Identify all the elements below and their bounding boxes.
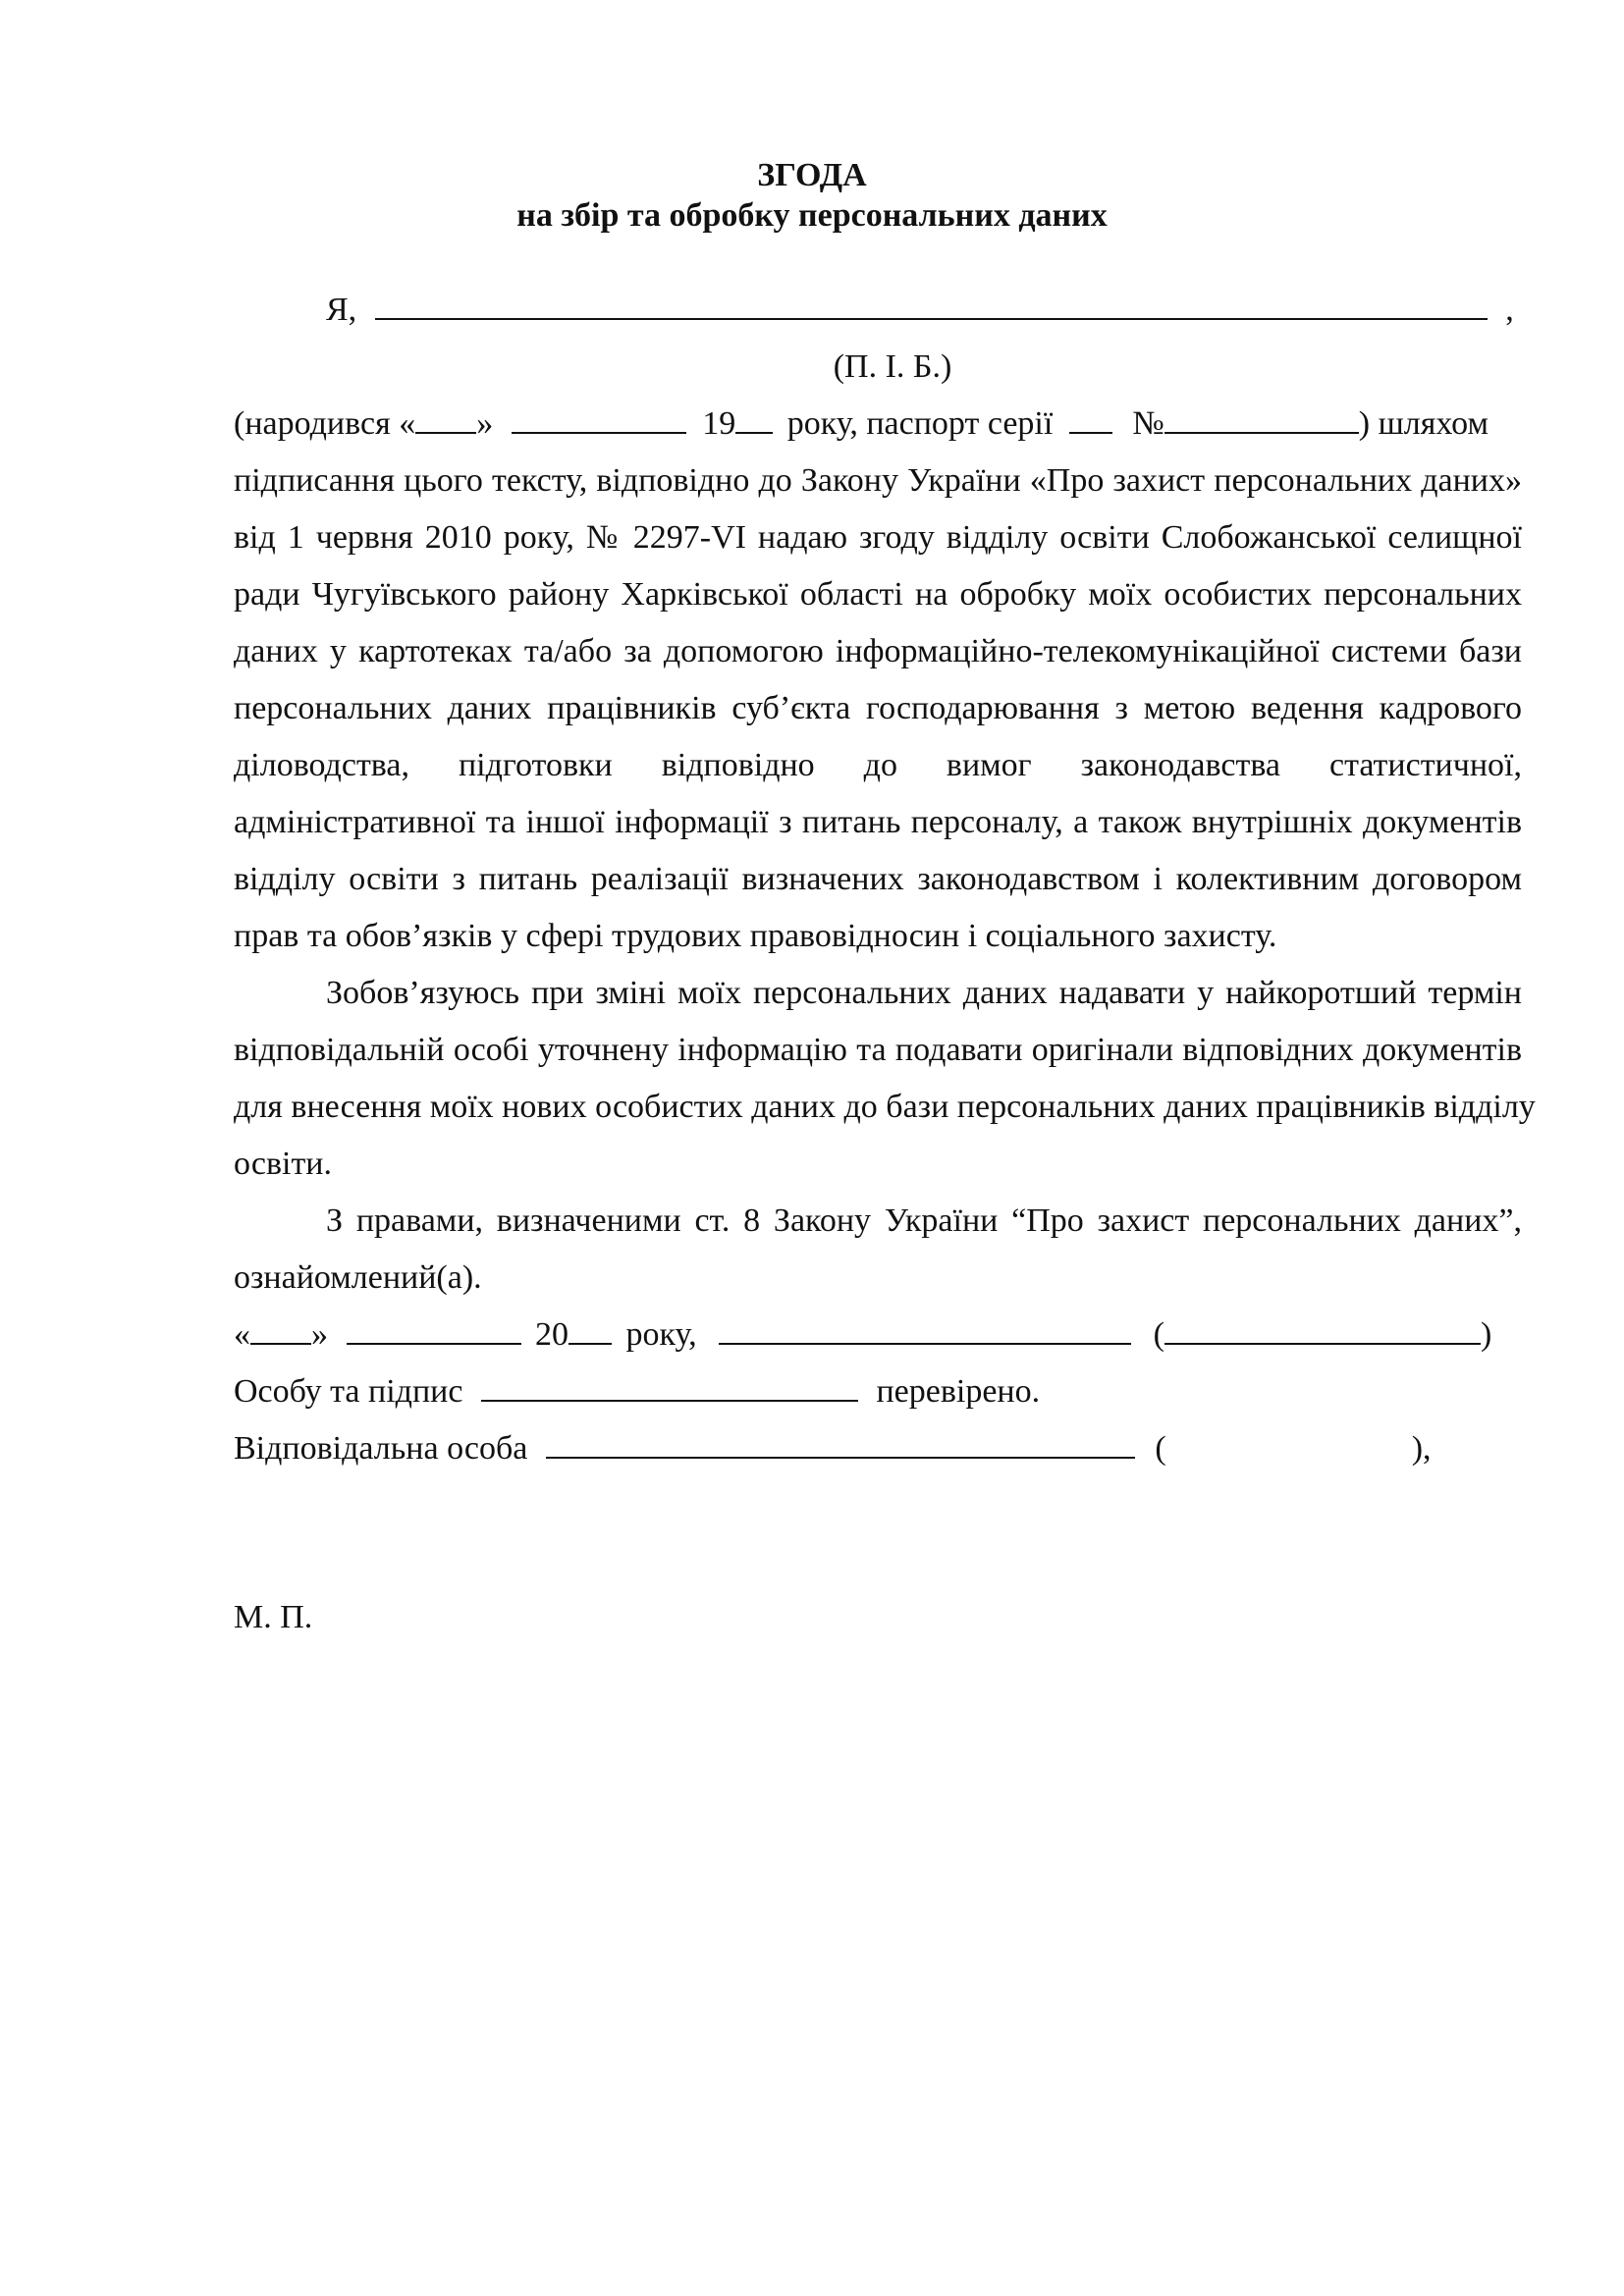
document-header: [0, 155, 1624, 236]
sign-month-field[interactable]: [347, 1315, 521, 1345]
sign-date-close: »: [311, 1316, 328, 1353]
verified-line: [234, 1370, 1522, 1414]
birth-line-open: (народився «: [234, 405, 416, 442]
birth-day-field[interactable]: [415, 404, 476, 434]
body-line-9: прав та обов’язків у сфері трудових правовідносин і соціального захисту.: [234, 918, 1277, 954]
obligation-line-4: освіти.: [234, 1146, 332, 1182]
obligation-line-3: для внесення моїх нових особистих даних до бази персональних даних працівників відділу: [234, 1089, 1536, 1125]
rights-line-2: ознайомлений(а).: [234, 1259, 482, 1296]
signer-name-field[interactable]: [1164, 1315, 1481, 1345]
body-line-6: діловодства, підготовки відповідно до вимог законодавства статистичної,: [234, 747, 1522, 783]
full-name-caption: (П. І. Б.): [833, 348, 952, 385]
signature-field[interactable]: [719, 1315, 1131, 1345]
verified-suffix: перевірено.: [876, 1373, 1041, 1410]
sign-paren-open: (: [1153, 1316, 1164, 1353]
birth-year-field[interactable]: [735, 404, 773, 434]
obligation-line-2: відповідальній особі уточнену інформацію та подавати оригінали відповідних документів: [234, 1032, 1522, 1068]
sign-day-field[interactable]: [250, 1315, 311, 1345]
birth-line-close-quote: »: [476, 405, 494, 442]
body-line-8: відділу освіти з питань реалізації визначених законодавством і колективним договором: [234, 861, 1522, 897]
body-line-3: ради Чугуївського району Харківської області на обробку моїх особистих персональних: [234, 576, 1522, 613]
birth-line-close: ) шляхом: [1358, 405, 1489, 442]
sign-paren-close: ): [1480, 1316, 1492, 1353]
name-prefix: Я,: [326, 292, 357, 328]
stamp-place-label: М. П.: [234, 1599, 313, 1635]
sign-date-open: «: [234, 1316, 250, 1353]
body-line-7: адміністративної та іншої інформації з питань персоналу, а також внутрішніх документів: [234, 804, 1522, 840]
document-subtitle: на збір та обробку персональних даних: [516, 197, 1108, 234]
obligation-line-1: Зобов’язуюсь при зміні моїх персональних даних надавати у найкоротший термін: [326, 975, 1522, 1011]
responsible-signature-field[interactable]: [546, 1429, 1135, 1459]
sign-year-field[interactable]: [568, 1315, 612, 1345]
sign-year-prefix: 20: [535, 1316, 568, 1353]
passport-series-field[interactable]: [1069, 404, 1112, 434]
responsible-paren-open: (: [1155, 1430, 1166, 1467]
responsible-line: [234, 1427, 1522, 1470]
body-line-4: даних у картотеках та/або за допомогою інформаційно-телекомунікаційної системи бази: [234, 633, 1522, 669]
responsible-prefix: Відповідальна особа: [234, 1430, 528, 1467]
birth-year-prefix: 19: [702, 405, 736, 442]
birth-passport-line: [234, 402, 1522, 446]
responsible-paren-close: ),: [1411, 1430, 1432, 1467]
passport-number-label: №: [1132, 405, 1164, 442]
verified-prefix: Особу та підпис: [234, 1373, 463, 1410]
body-line-1: підписання цього тексту, відповідно до Закону України «Про захист персональних даних»: [234, 462, 1522, 499]
verified-signature-field[interactable]: [481, 1372, 858, 1402]
passport-number-field[interactable]: [1164, 404, 1359, 434]
body-line-5: персональних даних працівників суб’єкта господарювання з метою ведення кадрового: [234, 690, 1522, 726]
name-suffix: ,: [1505, 292, 1514, 328]
name-line: [234, 289, 1522, 332]
birth-month-field[interactable]: [512, 404, 686, 434]
body-line-2: від 1 червня 2010 року, № 2297-VI надаю згоду відділу освіти Слобожанської селищної: [234, 519, 1522, 556]
full-name-field[interactable]: [375, 291, 1488, 320]
passport-series-label: року, паспорт серії: [786, 405, 1054, 442]
rights-line-1: З правами, визначеними ст. 8 Закону України “Про захист персональних даних”,: [326, 1202, 1522, 1239]
document-title: ЗГОДА: [757, 157, 867, 193]
sign-year-suffix: року,: [625, 1316, 697, 1353]
signature-line: [234, 1313, 1522, 1357]
